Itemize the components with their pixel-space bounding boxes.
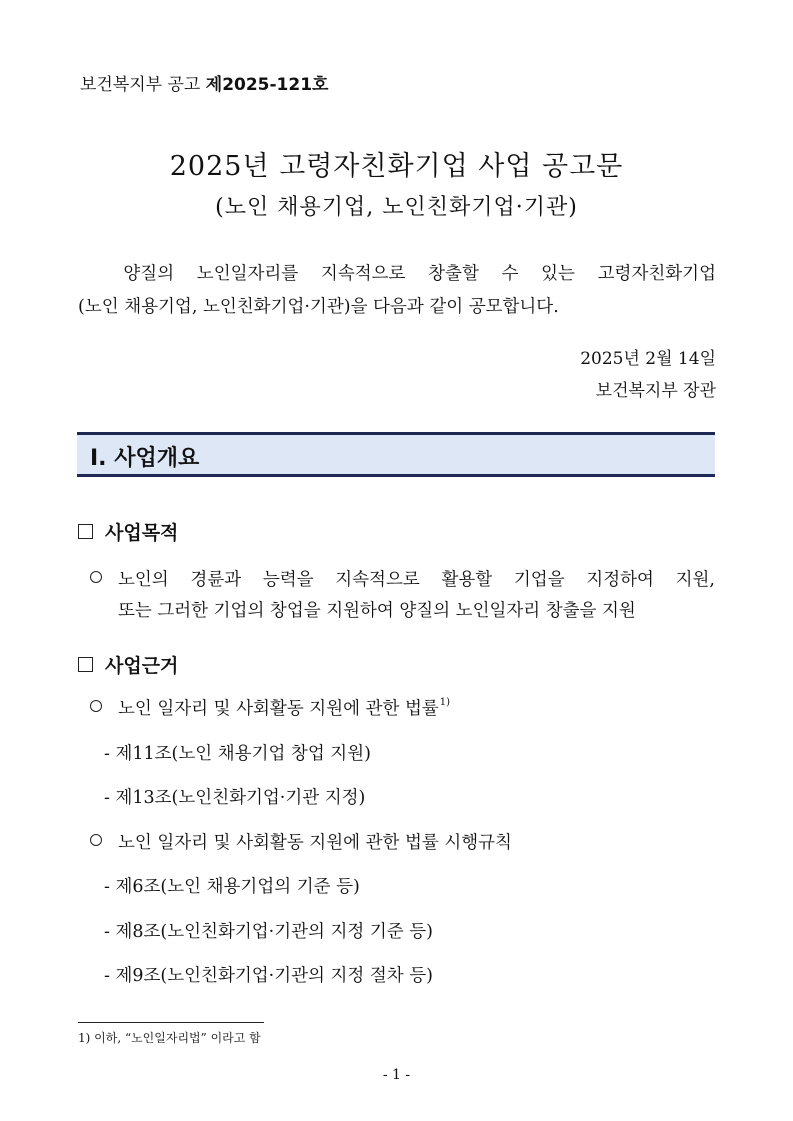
purpose-line-1: 노인의 경륜과 능력을 지속적으로 활용할 기업을 지정하여 지원, xyxy=(90,566,715,591)
article-item: - 제13조(노인친화기업·기관 지정) xyxy=(104,788,366,808)
document-title: 2025년 고령자친화기업 사업 공고문 xyxy=(169,151,624,182)
footnote-divider xyxy=(78,1022,264,1023)
law-item: 노인 일자리 및 사회활동 지원에 관한 법률$^{1)}$ xyxy=(90,695,450,720)
article-item: - 제6조(노인 채용기업의 기준 등) xyxy=(104,877,360,897)
notice-number-value: 제2025-121호 xyxy=(205,75,329,95)
issuer: 보건복지부 장관 xyxy=(595,381,716,401)
intro-line-1: 양질의 노인일자리를 지속적으로 창출할 수 있는 고령자친화기업 xyxy=(123,264,716,284)
notice-number xyxy=(80,70,328,95)
article-item: - 제8조(노인친화기업·기관의 지정 기준 등) xyxy=(104,922,433,942)
square-bullet-icon xyxy=(78,524,93,539)
document-subtitle: (노인 채용기업, 노인친화기업·기관) xyxy=(215,195,578,220)
page-number: - 1 - xyxy=(382,1067,411,1083)
footnote: 1) 이하, “노인일자리법” 이라고 함 xyxy=(78,1031,261,1045)
basis-heading: 사업근거 xyxy=(78,651,178,678)
article-item: - 제9조(노인친화기업·기관의 지정 절차 등) xyxy=(104,966,433,986)
purpose-heading: 사업목적 xyxy=(78,518,178,545)
article-item: - 제11조(노인 채용기업 창업 지원) xyxy=(104,744,371,764)
section-heading: Ⅰ. 사업개요 xyxy=(90,446,200,471)
notice-prefix: 보건복지부 공고 xyxy=(80,75,201,95)
footnote-reference: 1) xyxy=(439,697,451,708)
purpose-line-2: 또는 그러한 기업의 창업을 지원하여 양질의 노인일자리 창출을 지원 xyxy=(118,601,636,621)
circle-bullet-icon xyxy=(90,571,102,583)
square-bullet-icon xyxy=(78,657,93,672)
circle-bullet-icon xyxy=(90,700,102,712)
intro-line-2: (노인 채용기업, 노인친화기업·기관)을 다음과 같이 공모합니다. xyxy=(78,297,559,317)
law-item: 노인 일자리 및 사회활동 지원에 관한 법률 시행규칙 xyxy=(90,829,512,854)
announcement-date: 2025년 2월 14일 xyxy=(580,349,716,369)
circle-bullet-icon xyxy=(90,834,102,846)
